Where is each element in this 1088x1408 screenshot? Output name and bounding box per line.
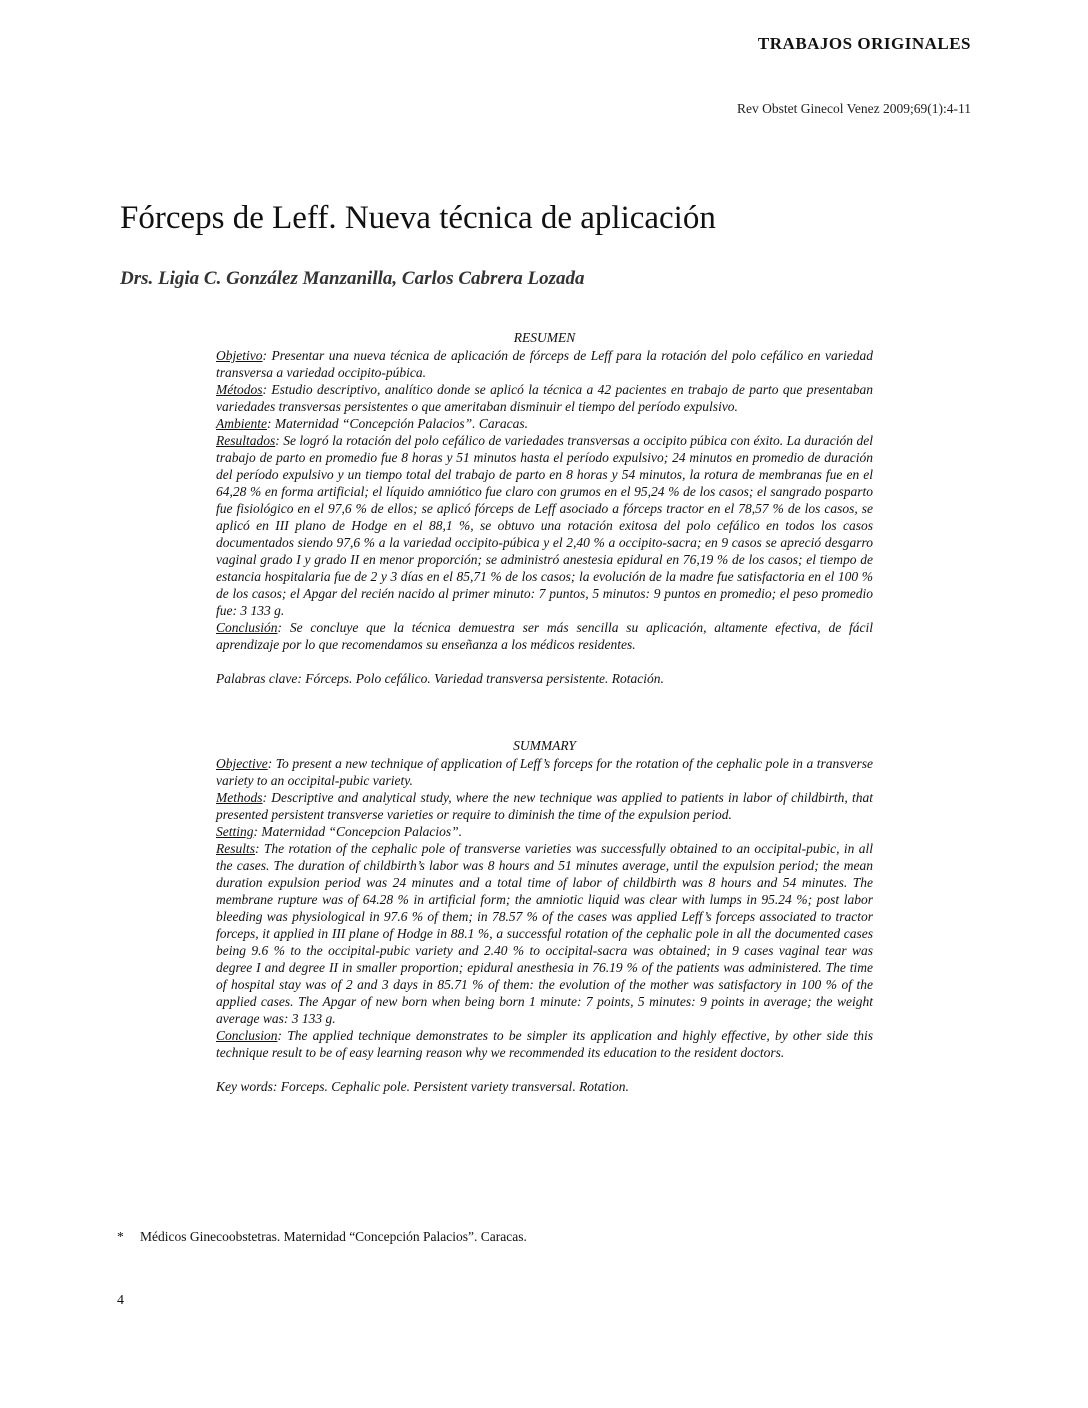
paragraph-text: : Se concluye que la técnica demuestra ser más sencilla su aplicación, altamente efectiva, de fácil aprendizaje por lo que recomendamos su enseñanza a los médicos residentes. <box>216 620 873 652</box>
resumen-heading: RESUMEN <box>513 330 576 345</box>
section-label: TRABAJOS ORIGINALES <box>757 34 971 53</box>
summary-paragraph-objective <box>216 755 873 789</box>
paragraph-text: : Descriptive and analytical study, where the new technique was applied to patients in labor of childbirth, that presented persistent transverse varieties or require to diminish the time of the expulsion period. <box>216 790 873 822</box>
paragraph-label: Results <box>216 841 255 856</box>
paragraph-text: : Presentar una nueva técnica de aplicación de fórceps de Leff para la rotación del polo cefálico en variedad transversa a variedad occipito-púbica. <box>216 348 873 380</box>
paragraph-label: Methods <box>216 790 263 805</box>
resumen-paragraph-metodos <box>216 381 873 415</box>
paragraph-label: Setting <box>216 824 254 839</box>
resumen-paragraph-ambiente <box>216 415 873 432</box>
journal-citation: Rev Obstet Ginecol Venez 2009;69(1):4-11 <box>737 101 971 116</box>
summary-paragraph-setting <box>216 823 873 840</box>
paragraph-text: : Se logró la rotación del polo cefálico de variedades transversas a occipito púbica con éxito. La duración del trabajo de parto en promedio fue 8 horas y 51 minutos hasta el período expulsivo; 24 minutos en promedio de duración del período expulsivo y un tiempo total del trabajo de parto en 8 horas y 54 minutos, la rotura de membranas fue en el 64,28 % en forma artificial; el líquido amniótico fue claro con grumos en el 95,24 % de los casos; el sangrado posparto fue fisiológico en el 97,6 % de ellos; se aplicó fórceps de Leff asociado a fórceps tractor en el 78,57 % de los casos, se aplicó en III plano de Hodge en el 88,1 %, se obtuvo una rotación exitosa del polo cefálico en todos los casos documentados siendo 97,6 % a la variedad occipito-púbica y el 2,40 % a occipito-sacra; en 9 casos se apreció desgarro vaginal grado I y grado II en menor proporción; se administró anestesia epidural en 76,19 % de los casos; el tiempo de estancia hospitalaria fue de 2 y 3 días en el 85,71 % de los casos; la evolución de la madre fue satisfactoria en el 100 % de los casos; el Apgar del recién nacido al primer minuto: 7 puntos, 5 minutos: 9 puntos en promedio; el peso promedio fue: 3 133 g. <box>216 433 873 618</box>
resumen-keywords: Palabras clave: Fórceps. Polo cefálico. Variedad transversa persistente. Rotación. <box>216 671 664 686</box>
summary-paragraph-results <box>216 840 873 1027</box>
resumen-paragraph-conclusion <box>216 619 873 653</box>
article-authors: Drs. Ligia C. González Manzanilla, Carlos Cabrera Lozada <box>120 268 585 289</box>
summary-abstract <box>216 737 873 1095</box>
affiliation-footnote <box>117 1228 560 1246</box>
paragraph-label: Objetivo <box>216 348 263 363</box>
footnote-text: Médicos Ginecoobstetras. Maternidad “Concepción Palacios”. Caracas. <box>140 1229 527 1244</box>
paragraph-text: : The rotation of the cephalic pole of transverse varieties was successfully obtained to an occipital-pubic, in all the cases. The duration of childbirth’s labor was 8 hours and 51 minutes average, until the expulsion period; the mean duration expulsion period was 24 minutes and a total time of labor of childbirth was 8 hours and 54 minutes. The membrane rupture was of 64.28 % in artificial form; the amniotic liquid was clear with lumps in 95.24 %; post labor bleeding was physiological in 97.6 % of them; in 78.57 % of the cases was applied Leff’s forceps associated to tractor forceps, it applied in III plane of Hodge in 88.1 %, a successful rotation of the cephalic pole in all the documented cases being 9.6 % to the occipital-pubic variety and 2.40 % to occipital-sacra was obtained; in 9 cases vaginal tear was degree I and degree II in smaller proportion; epidural anesthesia in 76.19 % of the patients was administered. The time of hospital stay was of 2 and 3 days in 85.71 % of them: the evolution of the mother was satisfactory in 100 % of the applied cases. The Apgar of new born when being born 1 minute: 7 points, 5 minutes: 9 points in average; the weight average was: 3 133 g. <box>216 841 873 1026</box>
paragraph-label: Objective <box>216 756 268 771</box>
summary-paragraph-conclusion <box>216 1027 873 1061</box>
article-title: Fórceps de Leff. Nueva técnica de aplicación <box>120 200 716 236</box>
paragraph-label: Conclusion <box>216 1028 278 1043</box>
paragraph-text: : To present a new technique of application of Leff’s forceps for the rotation of the cephalic pole in a transverse variety to an occipital-pubic variety. <box>216 756 873 788</box>
paragraph-text: : Maternidad “Concepcion Palacios”. <box>253 824 462 839</box>
summary-keywords: Key words: Forceps. Cephalic pole. Persistent variety transversal. Rotation. <box>216 1079 629 1094</box>
page-number: 4 <box>117 1293 124 1308</box>
resumen-paragraph-objetivo <box>216 347 873 381</box>
paragraph-label: Métodos <box>216 382 263 397</box>
paragraph-text: : The applied technique demonstrates to be simpler its application and highly effective, by other side this technique result to be of easy learning reason why we recommended its education to the resident doctors. <box>216 1028 873 1060</box>
paragraph-text: : Estudio descriptivo, analítico donde se aplicó la técnica a 42 pacientes en trabajo de parto que presentaban variedades transversas persistentes o que ameritaban disminuir el tiempo del período expulsivo. <box>216 382 873 414</box>
paragraph-label: Ambiente <box>216 416 267 431</box>
paragraph-label: Conclusión <box>216 620 278 635</box>
footnote-marker: * <box>117 1229 124 1244</box>
summary-paragraph-methods <box>216 789 873 823</box>
resumen-paragraph-resultados <box>216 432 873 619</box>
resumen-abstract <box>216 329 873 687</box>
paragraph-label: Resultados <box>216 433 276 448</box>
summary-heading: SUMMARY <box>513 738 576 753</box>
paragraph-text: : Maternidad “Concepción Palacios”. Caracas. <box>266 416 528 431</box>
